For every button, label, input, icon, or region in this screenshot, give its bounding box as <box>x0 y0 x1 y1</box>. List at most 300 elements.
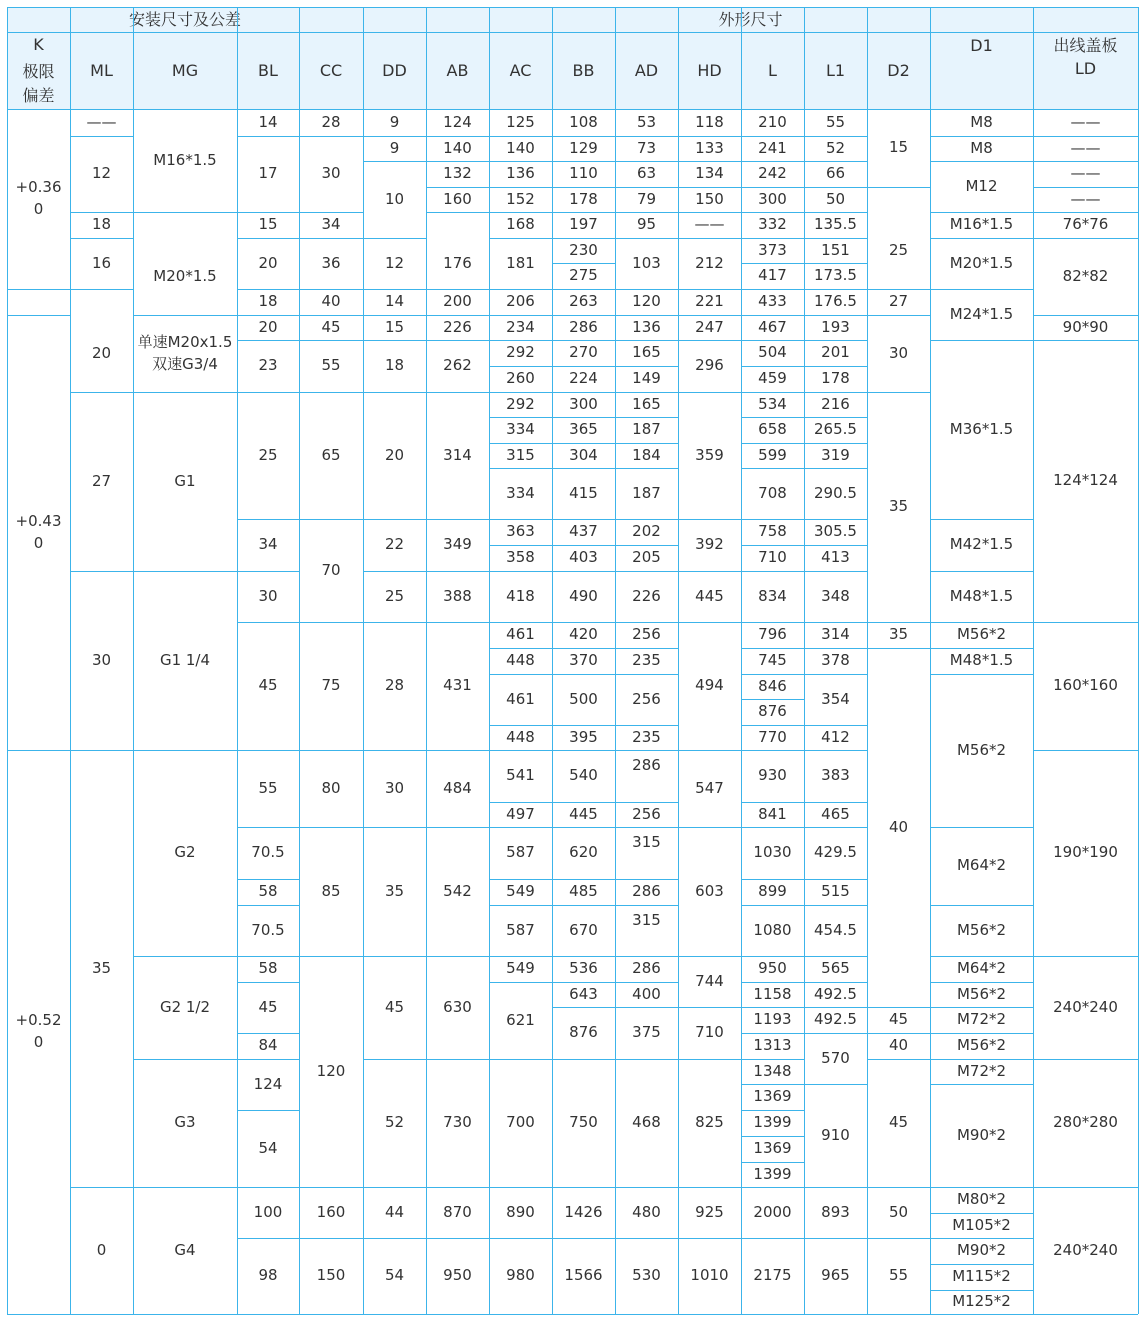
cell-ad: 202 <box>632 522 661 541</box>
cell-bb: 110 <box>569 164 598 183</box>
cell-l1: 178 <box>821 369 850 388</box>
cell-d2: 55 <box>888 1266 909 1285</box>
grid-line <box>930 161 1033 162</box>
grid-line <box>615 725 678 726</box>
cell-ac: 315 <box>506 445 535 464</box>
cell-l: 373 <box>758 240 787 259</box>
grid-line <box>804 212 867 213</box>
cell-l1: 378 <box>821 651 850 670</box>
cell-dd: 9 <box>389 112 400 131</box>
cell-bl: 84 <box>258 1036 278 1055</box>
cell-l1: 66 <box>825 164 846 183</box>
cell-ld: 240*240 <box>1053 1240 1118 1259</box>
cell-l1: 412 <box>821 727 850 746</box>
grid-line <box>299 750 363 751</box>
cell-dd: 9 <box>389 138 400 157</box>
cell-l1: 570 <box>821 1048 850 1067</box>
grid-line <box>237 622 299 623</box>
col-header-ac: AC <box>489 32 552 109</box>
cell-bb: 420 <box>569 625 598 644</box>
cell-ac: 206 <box>506 292 535 311</box>
grid-line <box>237 982 299 983</box>
grid-line <box>552 315 615 316</box>
grid-line <box>1033 315 1138 316</box>
cell-ac: 125 <box>506 112 535 131</box>
cell-d1: M20*1.5 <box>949 253 1014 272</box>
cell-ad: 468 <box>632 1113 661 1132</box>
cell-bl: 58 <box>258 959 278 978</box>
cell-ad: 120 <box>632 292 661 311</box>
cell-ab: 314 <box>443 445 472 464</box>
grid-line <box>930 648 1033 649</box>
grid-line <box>552 1238 615 1239</box>
grid-line <box>133 392 237 393</box>
cell-ac: 448 <box>506 651 535 670</box>
grid-line <box>804 315 867 316</box>
cell-hd: 494 <box>695 676 724 695</box>
grid-line <box>237 340 299 341</box>
cell-l: 1369 <box>753 1087 792 1106</box>
grid-line <box>678 392 741 393</box>
grid-line <box>615 827 678 828</box>
grid-line <box>741 1136 804 1137</box>
cell-bb: 275 <box>569 266 598 285</box>
grid-line <box>678 187 741 188</box>
cell-bl: 20 <box>258 253 278 272</box>
cell-hd: 359 <box>695 445 724 464</box>
grid-line <box>299 315 363 316</box>
cell-l1: 173.5 <box>814 266 857 285</box>
cell-bl: 45 <box>258 676 278 695</box>
grid-line <box>489 366 552 367</box>
cell-ml: 30 <box>91 650 112 669</box>
grid-line <box>489 879 552 880</box>
cell-ml: 18 <box>91 215 112 234</box>
cell-ab: 388 <box>443 586 472 605</box>
grid-line <box>678 1187 741 1188</box>
cell-l: 950 <box>758 959 787 978</box>
grid-line <box>804 905 867 906</box>
cell-ac: 549 <box>506 959 535 978</box>
grid-line <box>804 725 867 726</box>
grid-line <box>489 725 552 726</box>
cell-ab: 870 <box>443 1202 472 1221</box>
cell-ab: 132 <box>443 164 472 183</box>
cell-ad: 95 <box>636 215 657 234</box>
grid-line <box>741 1187 804 1188</box>
grid-line <box>426 340 489 341</box>
cell-d2: 45 <box>888 1113 909 1132</box>
col-header-cc: CC <box>299 32 363 109</box>
cell-cc: 85 <box>321 881 341 900</box>
cell-cc: 28 <box>321 112 341 131</box>
grid-line <box>552 905 615 906</box>
cell-ab: 200 <box>443 292 472 311</box>
cell-d2: 15 <box>888 138 909 157</box>
grid-line <box>70 212 133 213</box>
grid-line <box>552 982 615 983</box>
cell-ad: 73 <box>636 138 657 157</box>
cell-dd: 12 <box>384 253 405 272</box>
cell-bb: 178 <box>569 189 598 208</box>
grid-line <box>489 315 552 316</box>
grid-line <box>489 1059 552 1060</box>
cell-bl: 20 <box>258 317 278 336</box>
cell-ml: 35 <box>91 958 112 977</box>
grid-line <box>426 187 489 188</box>
cell-ad: 103 <box>632 253 661 272</box>
cell-bl: 70.5 <box>251 920 285 939</box>
cell-d1: M36*1.5 <box>949 419 1014 438</box>
cell-dd: 35 <box>384 881 405 900</box>
grid-line <box>615 571 678 572</box>
grid-line <box>1033 340 1138 341</box>
cell-hd: 133 <box>695 138 724 157</box>
grid-line <box>363 315 426 316</box>
grid-line <box>7 109 1138 110</box>
grid-line <box>1033 212 1138 213</box>
cell-mg: M20*1.5 <box>153 266 217 285</box>
cell-ac: 448 <box>506 727 535 746</box>
cell-bb: 224 <box>569 369 598 388</box>
grid-line <box>299 238 363 239</box>
grid-line <box>930 136 1033 137</box>
grid-line <box>489 443 552 444</box>
grid-line <box>741 956 804 957</box>
cell-d1: M64*2 <box>956 856 1007 875</box>
cell-l: 210 <box>758 112 787 131</box>
cell-ad: 315 <box>632 911 661 929</box>
grid-line <box>133 7 134 1314</box>
grid-line <box>7 750 70 751</box>
cell-ad: 187 <box>632 483 661 502</box>
grid-line <box>299 519 363 520</box>
grid-line <box>7 7 8 1314</box>
cell-ab: 431 <box>443 676 472 695</box>
grid-line <box>552 571 615 572</box>
grid-line <box>615 468 678 469</box>
grid-line <box>552 519 615 520</box>
cell-d1: M90*2 <box>956 1241 1007 1260</box>
grid-line <box>552 802 615 803</box>
grid-line <box>299 956 363 957</box>
grid-line <box>741 263 804 264</box>
cell-ad: 375 <box>632 1023 661 1042</box>
cell-ab: 140 <box>443 138 472 157</box>
cell-dd: 54 <box>384 1266 405 1285</box>
cell-l1: 290.5 <box>814 483 857 502</box>
grid-line <box>426 571 489 572</box>
cell-bb: 370 <box>569 651 598 670</box>
grid-line <box>804 827 867 828</box>
grid-line <box>299 340 363 341</box>
cell-ad: 256 <box>632 804 661 823</box>
cell-cc: 150 <box>316 1266 346 1285</box>
cell-bl: 55 <box>258 778 278 797</box>
grid-line <box>489 545 552 546</box>
grid-line <box>615 1187 678 1188</box>
cell-l: 459 <box>758 369 787 388</box>
cell-bl: 25 <box>258 445 278 464</box>
cell-bb: 300 <box>569 394 598 413</box>
grid-line <box>867 392 930 393</box>
cell-l: 2175 <box>753 1266 792 1285</box>
grid-line <box>552 725 615 726</box>
cell-l1: 454.5 <box>814 920 857 939</box>
col-header-tolerance: 极限 偏差 <box>7 58 70 109</box>
grid-line <box>741 725 804 726</box>
cell-ab: 160 <box>443 189 472 208</box>
grid-line <box>1033 187 1138 188</box>
col-header-l: L <box>741 32 804 109</box>
grid-line <box>678 315 741 316</box>
grid-line <box>615 956 678 957</box>
grid-line <box>299 827 363 828</box>
cell-dd: 20 <box>384 445 405 464</box>
grid-line <box>930 982 1033 983</box>
cell-d1: M56*2 <box>956 1036 1007 1055</box>
cell-l: 1313 <box>753 1036 792 1055</box>
cell-l1: 135.5 <box>814 215 857 234</box>
grid-line <box>678 519 741 520</box>
grid-line <box>615 212 678 213</box>
grid-line <box>133 956 237 957</box>
grid-line <box>678 827 741 828</box>
cell-cc: 36 <box>321 253 341 272</box>
grid-line <box>426 519 489 520</box>
grid-line <box>615 392 678 393</box>
grid-line <box>552 289 615 290</box>
cell-l: 467 <box>758 317 787 336</box>
grid-line <box>426 7 427 1314</box>
cell-ml: 20 <box>91 343 112 362</box>
cell-l1: 515 <box>821 882 850 901</box>
grid-line <box>552 161 615 162</box>
grid-line <box>804 750 867 751</box>
grid-line <box>552 187 615 188</box>
grid-line <box>741 1110 804 1111</box>
grid-line <box>237 315 299 316</box>
cell-mg: G2 <box>174 843 196 862</box>
cell-d1: M56*2 <box>956 984 1007 1003</box>
grid-line <box>804 879 867 880</box>
grid-line <box>615 289 678 290</box>
cell-l1: 429.5 <box>814 843 857 862</box>
grid-line <box>133 315 237 316</box>
grid-line <box>299 1187 363 1188</box>
cell-bb: 1566 <box>564 1266 603 1285</box>
cell-l: 1399 <box>753 1164 792 1183</box>
grid-line <box>930 519 1033 520</box>
cell-bb: 670 <box>569 920 598 939</box>
cell-l: 930 <box>758 766 787 785</box>
grid-line <box>804 1238 867 1239</box>
cell-bl: 18 <box>258 292 278 311</box>
cell-d1: M80*2 <box>956 1190 1007 1209</box>
cell-l1: 492.5 <box>814 1010 857 1029</box>
grid-line <box>299 1238 363 1239</box>
grid-line <box>363 571 426 572</box>
grid-line <box>489 238 552 239</box>
cell-l: 332 <box>758 215 787 234</box>
grid-line <box>237 238 299 239</box>
cell-ac: 292 <box>506 394 535 413</box>
grid-line <box>237 212 299 213</box>
cell-ad: 205 <box>632 548 661 567</box>
cell-ld: 190*190 <box>1053 843 1118 862</box>
grid-line <box>426 392 489 393</box>
cell-bb: 620 <box>569 843 598 862</box>
cell-bb: 415 <box>569 483 598 502</box>
cell-l: 658 <box>758 420 787 439</box>
cell-cc: 45 <box>321 317 341 336</box>
grid-line <box>867 187 930 188</box>
cell-hd: 744 <box>695 971 724 990</box>
cell-d1: M12 <box>965 176 998 195</box>
cell-mg: G3 <box>174 1113 196 1132</box>
cell-l1: 201 <box>821 343 850 362</box>
col-header-bl: BL <box>237 32 299 109</box>
grid-line <box>741 827 804 828</box>
grid-line <box>552 827 615 828</box>
grid-line <box>363 750 426 751</box>
grid-line <box>615 366 678 367</box>
cell-d1: M8 <box>970 112 993 131</box>
grid-line <box>70 109 133 110</box>
cell-cc: 34 <box>321 215 341 234</box>
grid-line <box>741 1007 804 1008</box>
cell-bl: 45 <box>258 997 278 1016</box>
cell-d2: 35 <box>888 497 909 516</box>
col-header-ab: AB <box>426 32 489 109</box>
cell-d2: 27 <box>888 292 909 311</box>
grid-line <box>741 1059 804 1060</box>
cell-ld: 160*160 <box>1053 676 1118 695</box>
cell-ad: 286 <box>632 959 661 978</box>
grid-line <box>615 161 678 162</box>
grid-line <box>552 392 615 393</box>
grid-line <box>741 7 742 1314</box>
cell-bl: 15 <box>258 215 278 234</box>
col-header-mg: MG <box>133 32 237 109</box>
cell-l1: 314 <box>821 625 850 644</box>
cell-cc: 65 <box>321 445 341 464</box>
grid-line <box>426 212 489 213</box>
grid-line <box>299 7 300 1314</box>
grid-line <box>237 7 238 1314</box>
cell-hd: 296 <box>695 356 724 375</box>
cell-l: 796 <box>758 625 787 644</box>
cell-l: 433 <box>758 292 787 311</box>
grid-line <box>237 519 299 520</box>
cell-bb: 445 <box>569 804 598 823</box>
cell-cc: 80 <box>321 778 341 797</box>
cell-bl: 30 <box>258 586 278 605</box>
cell-hd: 1010 <box>690 1266 729 1285</box>
grid-line <box>426 1187 489 1188</box>
grid-line <box>552 879 615 880</box>
grid-line <box>741 161 804 162</box>
cell-l1: 565 <box>821 959 850 978</box>
cell-d1: M72*2 <box>956 1061 1007 1080</box>
grid-line <box>615 519 678 520</box>
grid-line <box>741 1084 804 1085</box>
grid-line <box>363 519 426 520</box>
cell-cc: 70 <box>321 560 341 579</box>
grid-line <box>7 315 70 316</box>
grid-line <box>741 571 804 572</box>
grid-line <box>237 905 299 906</box>
grid-line <box>489 827 552 828</box>
grid-line <box>552 956 615 957</box>
cell-bl: 58 <box>258 882 278 901</box>
cell-hd: 392 <box>695 535 724 554</box>
grid-line <box>804 417 867 418</box>
cell-ac: 890 <box>506 1202 535 1221</box>
grid-line <box>426 827 489 828</box>
grid-line <box>804 1007 867 1008</box>
cell-bb: 108 <box>569 112 598 131</box>
cell-ad: 165 <box>632 394 661 413</box>
cell-dd: 44 <box>384 1202 405 1221</box>
cell-bb: 304 <box>569 445 598 464</box>
grid-line <box>1033 956 1138 957</box>
grid-line <box>615 750 678 751</box>
cell-mg: G2 1/2 <box>159 997 211 1016</box>
cell-bb: 540 <box>569 766 598 785</box>
grid-line <box>804 571 867 572</box>
grid-line <box>930 340 1033 341</box>
cell-ab: 730 <box>443 1113 472 1132</box>
grid-line <box>930 1264 1033 1265</box>
cell-ld: 280*280 <box>1053 1113 1118 1132</box>
grid-line <box>489 136 552 137</box>
group-header-outline: 外形尺寸 <box>363 7 1138 32</box>
cell-hd: 445 <box>695 586 724 605</box>
grid-line <box>426 956 489 957</box>
grid-line <box>489 417 552 418</box>
grid-line <box>70 571 133 572</box>
grid-line <box>804 1084 867 1085</box>
grid-line <box>930 238 1033 239</box>
cell-ad: 256 <box>632 625 661 644</box>
grid-line <box>804 7 805 1314</box>
grid-line <box>489 802 552 803</box>
grid-line <box>552 1007 615 1008</box>
cell-l1: 354 <box>821 689 850 708</box>
grid-line <box>615 417 678 418</box>
grid-line <box>678 136 741 137</box>
cell-bl: 98 <box>258 1266 278 1285</box>
grid-line <box>552 366 615 367</box>
grid-line <box>930 1007 1033 1008</box>
cell-ab: 124 <box>443 112 472 131</box>
cell-ml: 27 <box>91 471 112 490</box>
cell-l1: 305.5 <box>814 522 857 541</box>
grid-line <box>804 289 867 290</box>
cell-l1: 216 <box>821 394 850 413</box>
grid-line <box>489 1187 552 1188</box>
cell-ad: 235 <box>632 651 661 670</box>
grid-line <box>867 622 930 623</box>
grid-line <box>133 750 237 751</box>
cell-ld: 240*240 <box>1053 997 1118 1016</box>
grid-line <box>930 905 1033 906</box>
cell-d1: M42*1.5 <box>949 535 1014 554</box>
cell-tolerance: +0.36 0 <box>15 178 62 218</box>
col-header-hd: HD <box>678 32 741 109</box>
cell-d1: M125*2 <box>952 1292 1011 1311</box>
